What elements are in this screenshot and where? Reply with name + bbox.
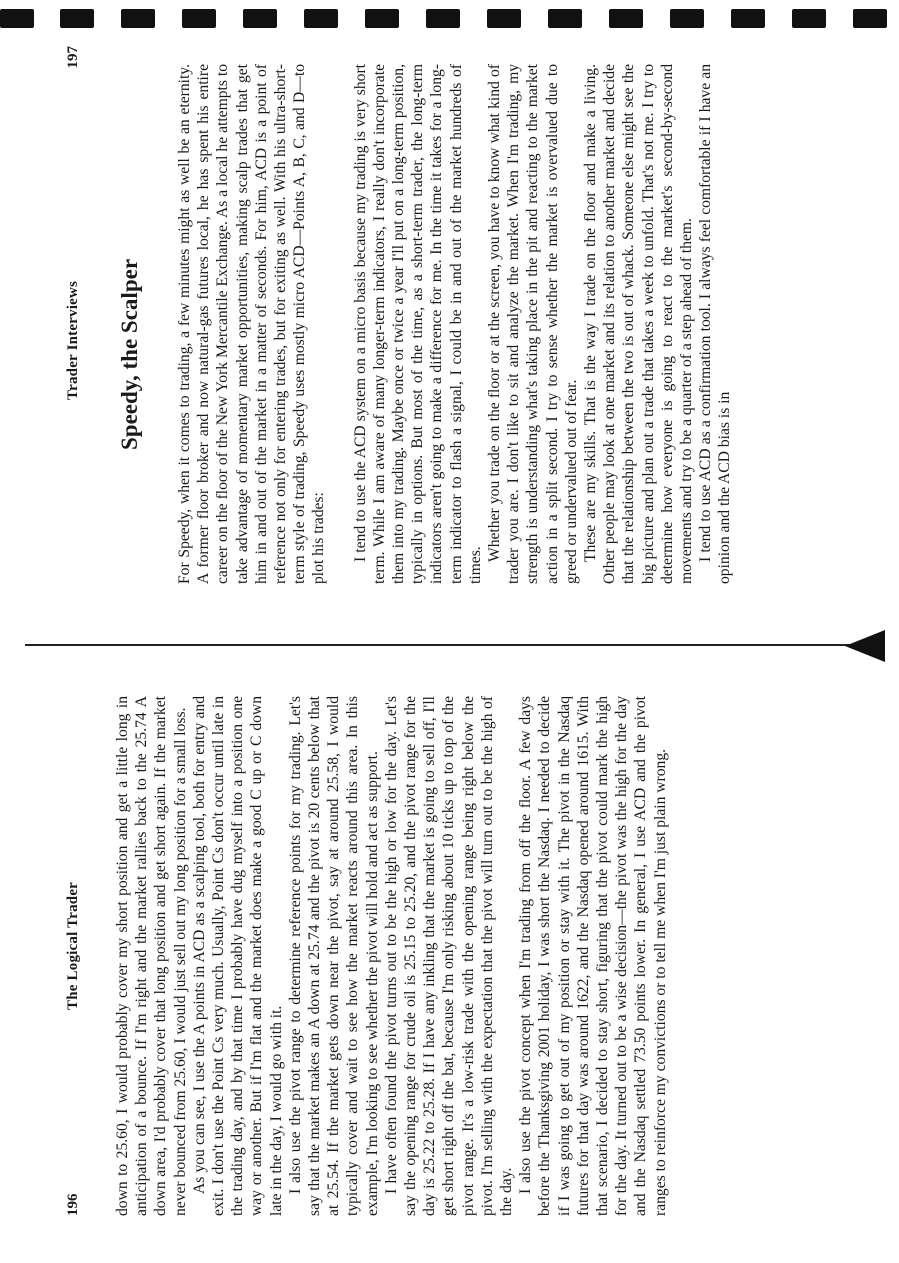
paragraph: I also use the pivot range to determine reference points for my trading. Let's say that the market makes an A down at 25.74 and the pivot is 20 cents below that at 25.54. If the market gets down near the pivot, say at around 25.58, I would typically cover and wait to see how the market reacts around this area. In this example, I'm looking to see whether the pivot will hold and act as support. xyxy=(286,696,381,1216)
binding-hole xyxy=(60,9,94,28)
page-number: 196 xyxy=(65,1193,81,1216)
binding-hole xyxy=(487,9,521,28)
paragraph: As you can see, I use the A points in ACD as a scalping tool, both for entry and exit. I don't use the Point Cs very much. Usually, Point Cs don't occur until late in the trading day, and by that time I probably have dug myself into a position one way or another. But if I'm flat and the market does make a good C up or C down late in the day, I would go with it. xyxy=(190,696,285,1216)
binding-hole xyxy=(609,9,643,28)
paragraph: These are my skills. That is the way I trade on the floor and make a living. Other people may look at one market and its relation to another market and decide that the relationship between the two is out of whack. Someone else might see the big picture and plan out a trade that takes a week to unfold. That's not me. I try to determine how everyone is going to react to the market's second-by-second movements and try to be a quarter of a step ahead of them. xyxy=(582,64,696,584)
binding-hole xyxy=(670,9,704,28)
binding-strip xyxy=(0,0,899,30)
right-body-text xyxy=(175,64,735,584)
page-number: 197 xyxy=(65,46,81,69)
book-spread xyxy=(25,40,885,1240)
binding-hole xyxy=(0,9,34,28)
paragraph: I tend to use ACD as a confirmation tool. I always feel comfortable if I have an opinion and the ACD bias is in xyxy=(697,64,734,584)
gutter-line xyxy=(25,644,885,646)
paragraph: Whether you trade on the floor or at the screen, you have to know what kind of trader you are. I don't like to sit and analyze the market. When I'm trading, my strength is understanding what's taking place in the pit and reacting to the market action in a split second. I try to sense whether the market is overvalued due to greed or undervalued out of fear. xyxy=(486,64,580,584)
binding-hole xyxy=(731,9,765,28)
paragraph: down to 25.60, I would probably cover my short position and get a little long in anticipation of a bounce. If I'm right and the market rallies back to the 25.74 A down area, I'd probably cover that long position and get short again. If the market never bounced from 25.60, I would just sell out my long position for a small loss. xyxy=(114,696,189,1216)
binding-hole xyxy=(853,9,887,28)
intro-paragraph: For Speedy, when it comes to trading, a few minutes might as well be an eternity. A former floor broker and now natural-gas futures local, he has spent his entire career on the floor of the New York Mercantile Exchange. As a local he attempts to take advantage of momentary market opportunities, making scalp trades that get him in and out of the market in a matter of seconds. For him, ACD is a point of reference not only for entering trades, but for exiting as well. With his ultra-short-term style of trading, Speedy uses mostly micro ACD—Points A, B, C, and D—to plot his trades: xyxy=(176,64,328,584)
running-head: Trader Interviews xyxy=(65,280,81,400)
binding-hole xyxy=(792,9,826,28)
gutter-marker xyxy=(845,630,885,662)
binding-hole xyxy=(365,9,399,28)
paragraph: I also use the pivot concept when I'm trading from off the floor. A few days before the Thanksgiving 2001 holiday, I was short the Nasdaq. I needed to decide if I was going to get out of my position or stay with it. The pivot in the Nasdaq futures for that day was around 1622, and the Nasdaq opened around 1615. With that scenario, I decided to stay short, figuring that the pivot could mark the high for the day. It turned out to be a wise decision—the pivot was the high for the day and the Nasdaq settled 73.50 points lower. In general, I use ACD and the pivot ranges to reinforce my convictions or to tell me when I'm just plain wrong. xyxy=(517,696,669,1216)
paragraph: I have often found the pivot turns out to be the high or low for the day. Let's say the opening range for crude oil is 25.15 to 25.20, and the pivot range for the day is 25.22 to 25.28. If I have any inkling that the market is going to sell off, I'll get short right off the bat, because I'm only risking about 10 ticks up to top of the pivot range. It's a low-risk trade with the opening range being right below the pivot. I'm selling with the expectation that the pivot will turn out to be the high of the day. xyxy=(382,696,516,1216)
binding-hole xyxy=(243,9,277,28)
binding-hole xyxy=(182,9,216,28)
paragraph: I tend to use the ACD system on a micro basis because my trading is very short term. While I am aware of many longer-term indicators, I really don't incorporate them into my trading. Maybe once or twice a year I'll put on a long-term position, typically in options. But most of the time, as a short-term trader, the long-term indicators aren't going to make a difference for me. In the time it takes for a long-term indicator to flash a signal, I could be in and out of the market hundreds of times. xyxy=(351,64,484,584)
binding-hole xyxy=(121,9,155,28)
left-page xyxy=(25,680,885,1240)
binding-hole xyxy=(304,9,338,28)
right-page xyxy=(25,40,885,600)
binding-hole xyxy=(548,9,582,28)
section-title: Speedy, the Scalper xyxy=(117,258,142,450)
running-head: The Logical Trader xyxy=(65,881,81,1010)
binding-hole xyxy=(426,9,460,28)
left-body-text xyxy=(113,696,670,1216)
